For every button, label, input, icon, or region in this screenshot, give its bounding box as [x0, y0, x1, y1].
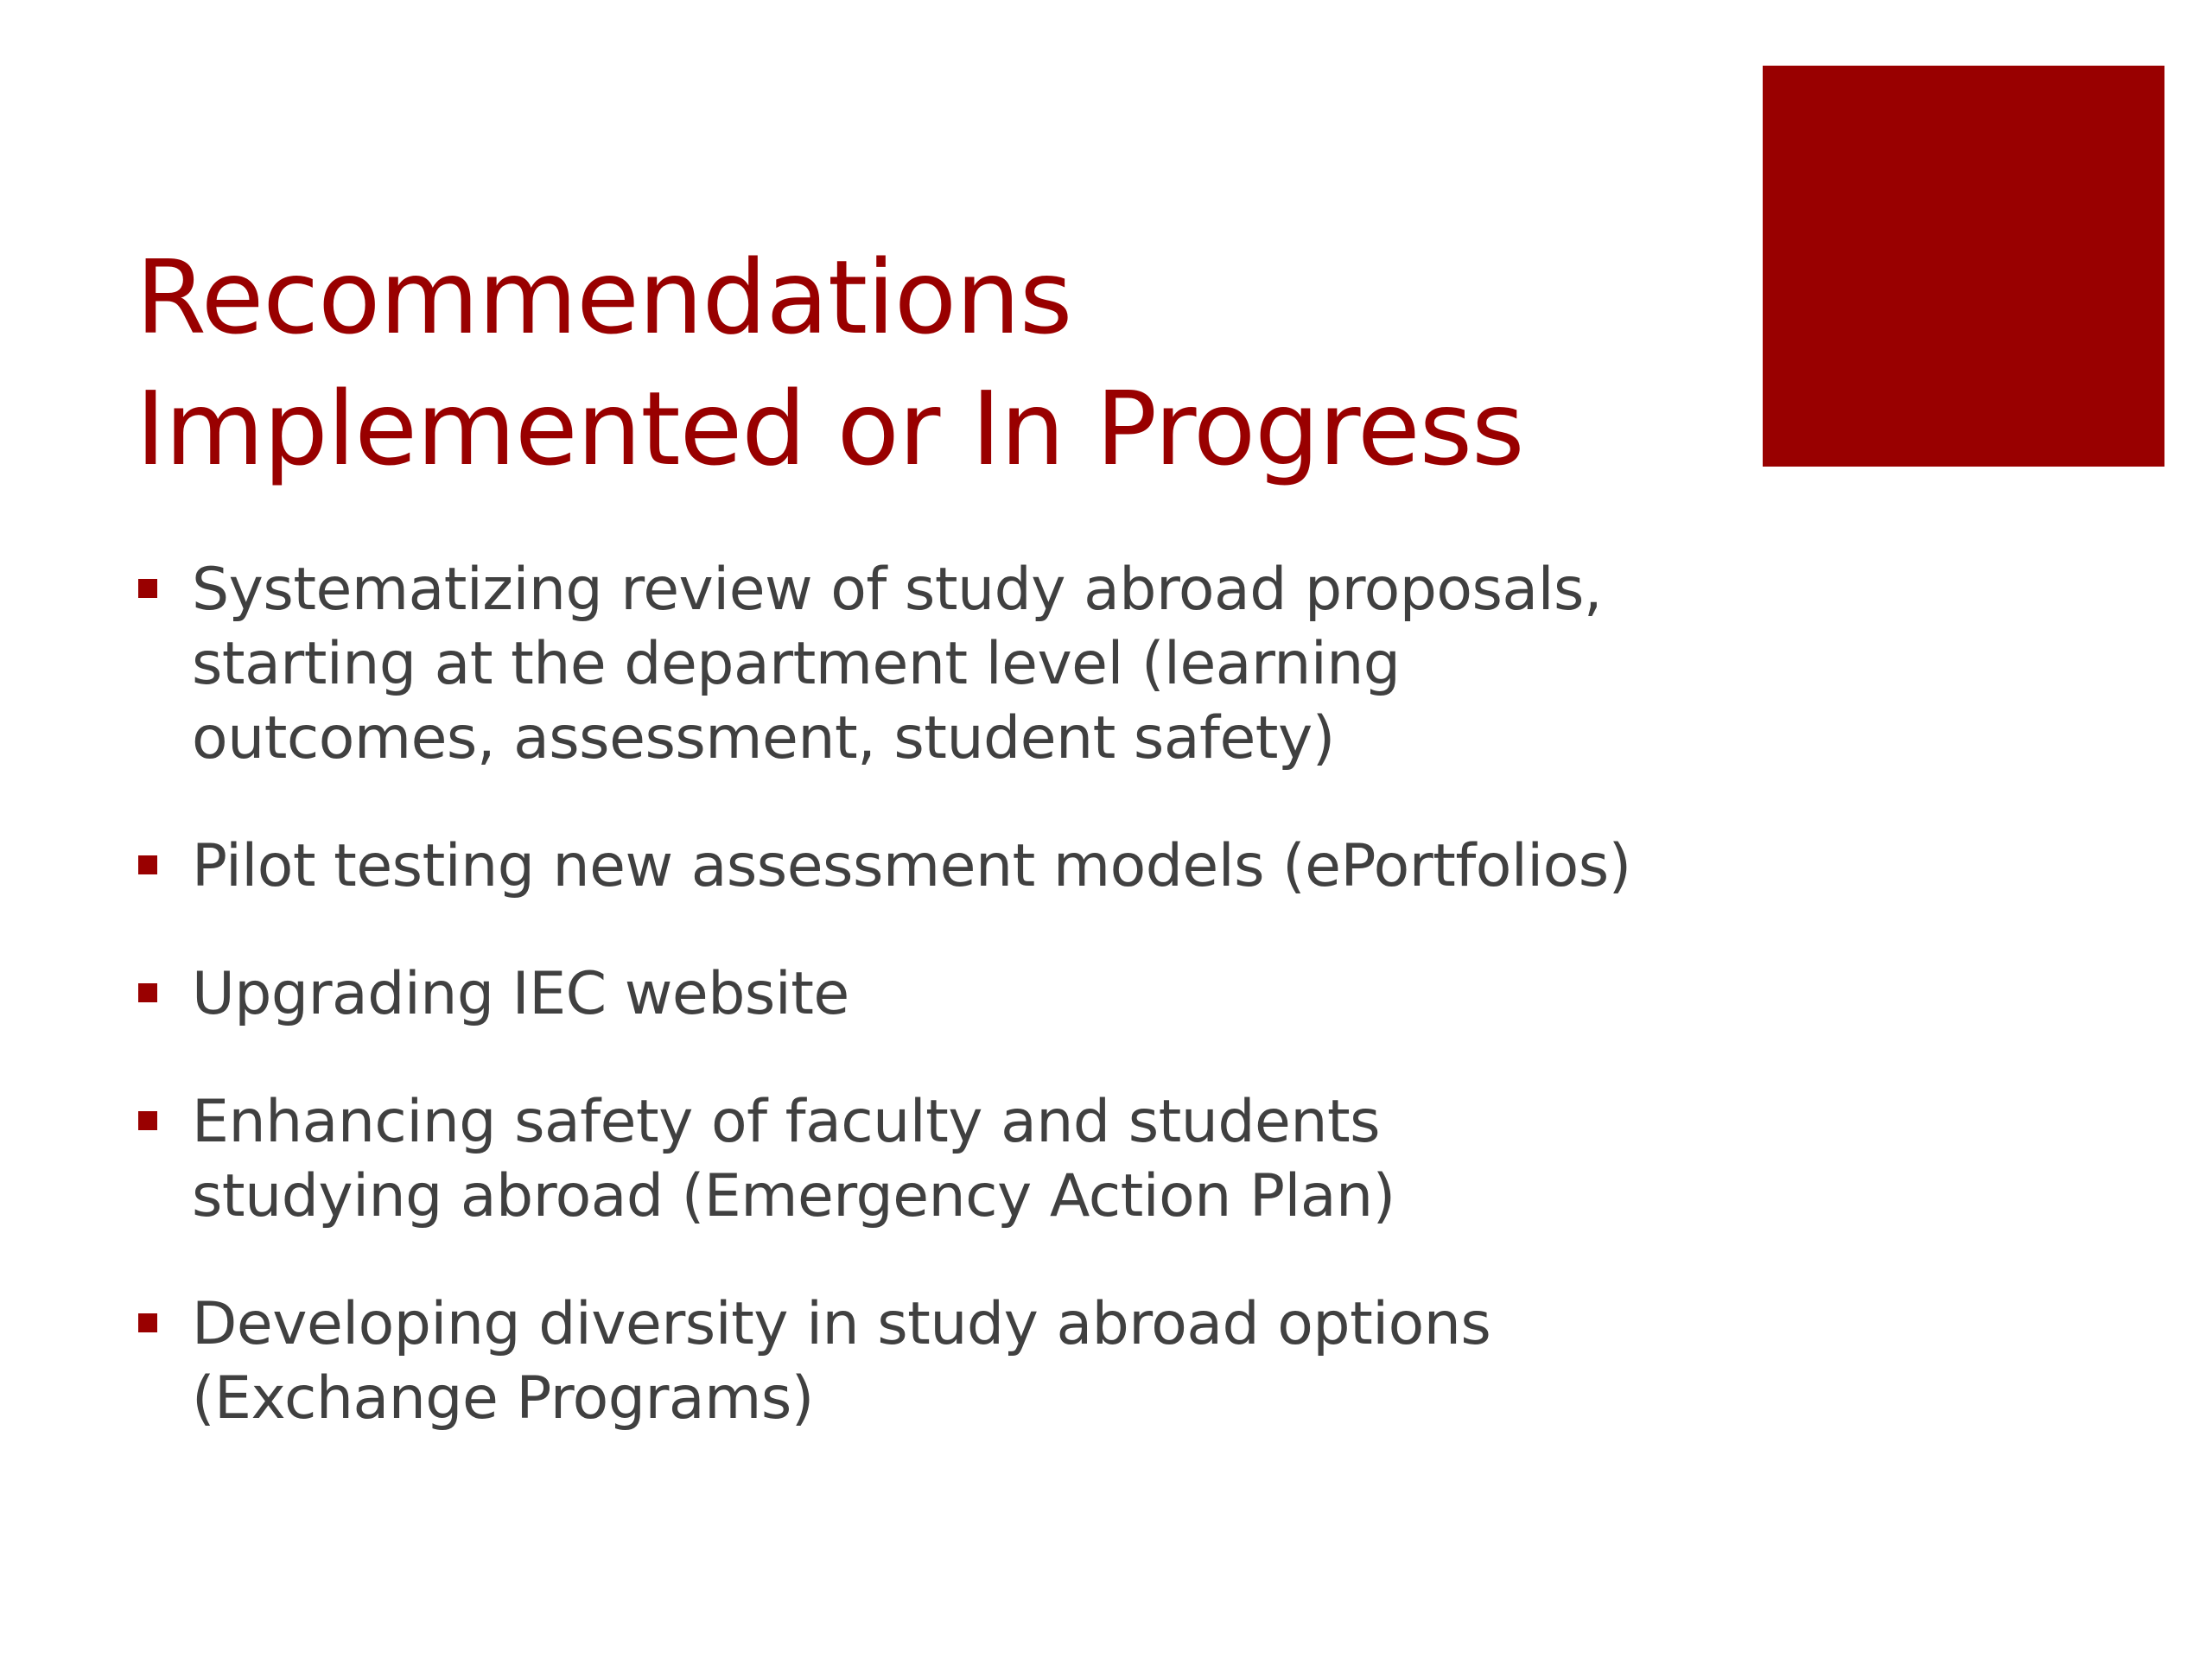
title-line: Implemented or In Progress	[136, 369, 1524, 488]
bullet-line: outcomes, assessment, student safety)	[192, 704, 1335, 772]
square-bullet-icon	[138, 1313, 157, 1332]
slide-title	[136, 232, 1734, 494]
accent-square	[1763, 66, 2164, 467]
square-bullet-icon	[138, 1111, 157, 1130]
bullet-text	[192, 1085, 1719, 1234]
bullet-line: Developing diversity in study abroad options	[192, 1290, 1491, 1358]
bullet-text	[192, 1287, 1719, 1436]
square-bullet-icon	[138, 579, 157, 598]
title-line: Recommendations	[136, 238, 1072, 357]
bullet-item	[138, 830, 1719, 904]
bullet-line: (Exchange Programs)	[192, 1364, 814, 1433]
bullet-line: starting at the department level (learning	[192, 630, 1401, 698]
bullet-list	[138, 553, 1719, 1490]
bullet-text	[192, 830, 1719, 904]
bullet-item	[138, 553, 1719, 776]
bullet-text	[192, 957, 1719, 1032]
bullet-text	[192, 553, 1719, 776]
bullet-line: studying abroad (Emergency Action Plan)	[192, 1162, 1395, 1230]
bullet-line: Systematizing review of study abroad proposals,	[192, 556, 1603, 624]
bullet-line: Upgrading IEC website	[192, 960, 849, 1028]
bullet-line: Pilot testing new assessment models (ePortfolios)	[192, 832, 1631, 900]
square-bullet-icon	[138, 983, 157, 1002]
bullet-line: Enhancing safety of faculty and students	[192, 1088, 1381, 1156]
bullet-item	[138, 1287, 1719, 1436]
bullet-item	[138, 1085, 1719, 1234]
bullet-item	[138, 957, 1719, 1032]
square-bullet-icon	[138, 855, 157, 874]
